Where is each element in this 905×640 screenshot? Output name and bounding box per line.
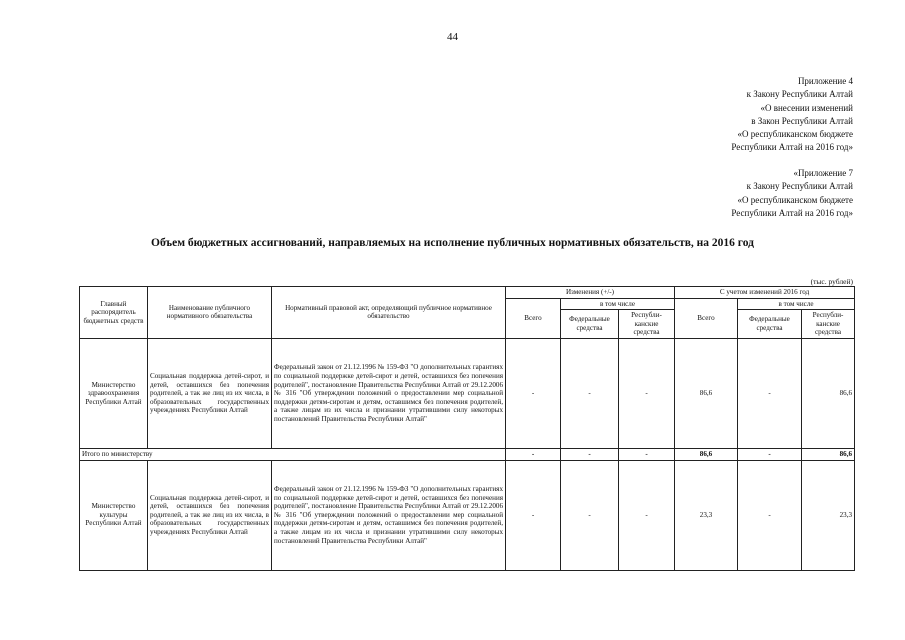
cell-act: Федеральный закон от 21.12.1996 № 159-ФЗ "О дополнительных гарантиях по социальной поддержке детей-сирот и детей, оставшихся без попечения родителей", постановление Правительства Республики Алтай от 29.12.2006 № 316 "Об утверждении положений о предоставлении мер социальной поддержки детям-сиротам и детям, оставшимся без попечения родителей, а также лицам из их числа и признании утратившими силу некоторых постановлений Правительства Республики Алтай"	[272, 460, 506, 570]
annex-line: «Приложение 7	[793, 168, 853, 178]
annex-line: в Закон Республики Алтай	[751, 115, 853, 126]
cell-changes-federal: -	[561, 460, 619, 570]
cell-changes-republic: -	[619, 338, 675, 448]
cell-new-total: 86,6	[675, 338, 738, 448]
header-with-changes: С учетом изменений 2016 год	[675, 287, 855, 299]
cell-obligation: Социальная поддержка детей-сирот, и детей, оставшихся без попечения родителей, а так же лиц из их числа, в образовательных государственных учреждениях Республики Алтай	[148, 338, 272, 448]
header-new-including: в том числе	[738, 298, 855, 310]
annex-line: Республики Алтай на 2016 год»	[731, 207, 853, 218]
total-label: Итого по министерству	[80, 448, 506, 460]
cell-changes-republic: -	[619, 460, 675, 570]
table-row-total	[80, 448, 855, 460]
header-new-republic: Республи-канские средства	[802, 310, 855, 339]
header-changes-republic: Республи-канские средства	[619, 310, 675, 339]
header-changes-federal: Федеральные средства	[561, 310, 619, 339]
header-new-total: Всего	[675, 298, 738, 338]
header-new-federal: Федеральные средства	[738, 310, 802, 339]
cell-changes-federal: -	[561, 338, 619, 448]
cell-new-republic: 23,3	[802, 460, 855, 570]
header-distributor: Главный распорядитель бюджетных средств	[80, 287, 148, 339]
annex-line: Республики Алтай на 2016 год»	[731, 142, 853, 153]
cell-changes-total: -	[506, 338, 561, 448]
budget-table	[79, 286, 855, 571]
annex-line: Приложение 4	[797, 76, 853, 86]
cell-changes-total: -	[506, 460, 561, 570]
total-changes-republic: -	[619, 448, 675, 460]
annex-line: к Закону Республики Алтай	[746, 89, 853, 100]
document-title: Объем бюджетных ассигнований, направляемых на исполнение публичных нормативных обязательств, на 2016 год	[151, 237, 754, 249]
annex-line: «О внесении изменений	[760, 102, 853, 113]
annex-line: к Закону Республики Алтай	[746, 181, 853, 192]
header-obligation: Наименование публичного нормативного обязательства	[148, 287, 272, 339]
cell-new-republic: 86,6	[802, 338, 855, 448]
cell-act: Федеральный закон от 21.12.1996 № 159-ФЗ "О дополнительных гарантиях по социальной поддержке детей-сирот и детей, оставшихся без попечения родителей", постановление Правительства Республики Алтай от 29.12.2006 № 316 "Об утверждении положений о предоставлении мер социальной поддержки детям-сиротам и детям, оставшимся без попечения родителей, а также лицам из их числа и признании утратившими силу некоторых постановлений Правительства Республики Алтай"	[272, 338, 506, 448]
total-changes-federal: -	[561, 448, 619, 460]
annex-line: «О республиканском бюджете	[737, 194, 853, 205]
total-changes-total: -	[506, 448, 561, 460]
cell-distributor: Министерство культуры Республики Алтай	[80, 460, 148, 570]
header-changes: Изменения (+/-)	[506, 287, 675, 299]
units-label: (тыс. рублей)	[810, 277, 853, 286]
cell-distributor: Министерство здравоохранения Республики Алтай	[80, 338, 148, 448]
cell-new-federal: -	[738, 338, 802, 448]
table-row	[80, 338, 855, 448]
page-number: 44	[447, 31, 458, 43]
total-new-republic: 86,6	[802, 448, 855, 460]
annex-line: «О республиканском бюджете	[737, 129, 853, 140]
total-new-total: 86,6	[675, 448, 738, 460]
annex-reference-current	[731, 75, 853, 155]
table-row	[80, 460, 855, 570]
annex-reference-original	[731, 167, 853, 220]
cell-new-federal: -	[738, 460, 802, 570]
header-act: Нормативный правовой акт, определяющий публичное нормативное обязательство	[272, 287, 506, 339]
header-changes-including: в том числе	[561, 298, 675, 310]
cell-new-total: 23,3	[675, 460, 738, 570]
header-changes-total: Всего	[506, 298, 561, 338]
total-new-federal: -	[738, 448, 802, 460]
cell-obligation: Социальная поддержка детей-сирот, и детей, оставшихся без попечения родителей, а так же лиц из их числа, в образовательных государственных учреждениях Республики Алтай	[148, 460, 272, 570]
